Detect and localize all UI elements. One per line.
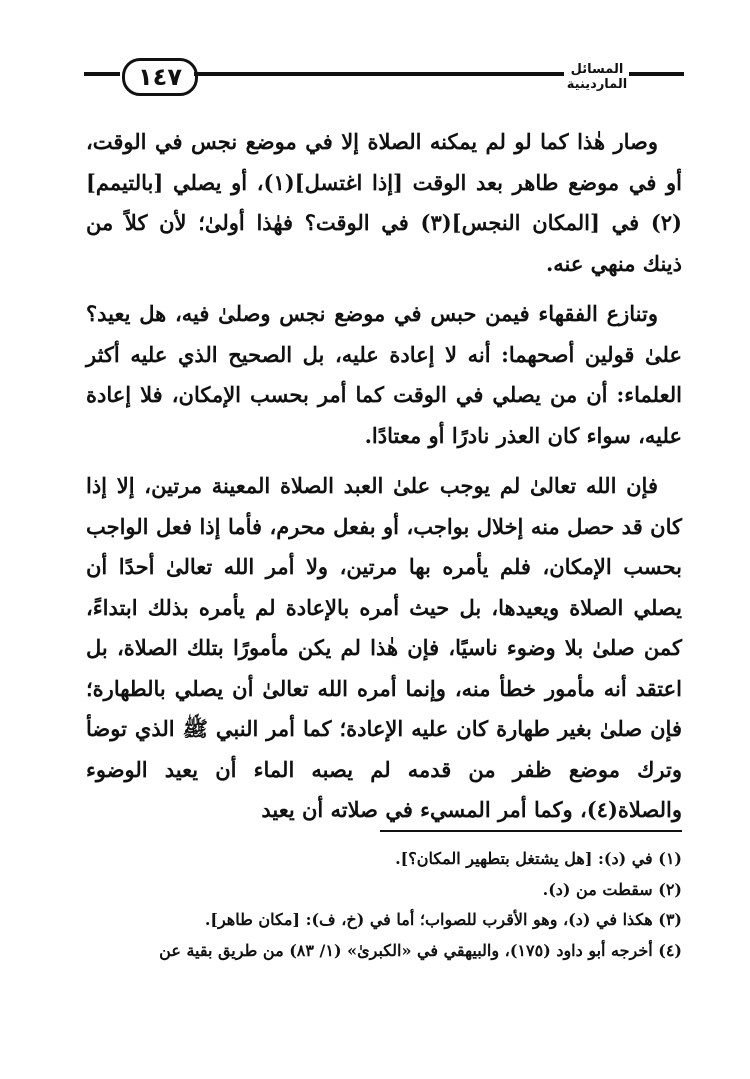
header-rule-left [84, 72, 120, 76]
footnote: (٢) سقطت من (د). [542, 879, 682, 899]
running-head: المسائل الماردينية [566, 62, 628, 92]
paragraph: وصار هٰذا كما لو لم يمكنه الصلاة إلا في موضع نجس في الوقت، أو في موضع طاهر بعد الوقت [إذا اغتسل](١)، أو يصلي [بالتيمم](٢) في [المكان النجس](٣) في الوقت؟ فهٰذا أولىٰ؛ لأن كلاً من ذينك منهي عنه. [86, 129, 682, 276]
footnote: (١) في (د): [هل يشتغل بتطهير المكان؟]. [395, 849, 682, 868]
header-rule-right [629, 72, 684, 76]
paragraph: وتنازع الفقهاء فيمن حبس في موضع نجس وصلىٰ فيه، هل يعيد؟ علىٰ قولين أصحهما: أنه لا إعادة عليه، بل الصحيح الذي عليه أكثر العلماء: أن من يصلي في الوقت كما أمر بحسب الإمكان، فلا إعادة عليه، سواء كان العذر نادرًا أو معتادًا. [86, 301, 682, 448]
footnotes [86, 844, 682, 966]
footnote: (٣) هكذا في (د)، وهو الأقرب للصواب؛ أما في (خ، ف): [مكان طاهر]. [204, 910, 682, 929]
footnote: (٤) أخرجه أبو داود (١٧٥)، والبيهقي في «الكبرىٰ» (١/ ٨٣) من طريق بقية عن [159, 940, 682, 960]
footnote-separator [380, 830, 682, 832]
header-rule-middle [194, 72, 564, 76]
main-text [86, 122, 682, 831]
page-number: ١٤٧ [122, 58, 198, 96]
page-header [84, 58, 684, 98]
paragraph: فإن الله تعالىٰ لم يوجب علىٰ العبد الصلاة المعينة مرتين، إلا إذا كان قد حصل منه إخلال بواجب، أو بفعل محرم، فأما إذا فعل الواجب بحسب الإمكان، فلم يأمره بها مرتين، ولا أمر الله تعالىٰ أحدًا أن يصلي الصلاة ويعيدها، بل حيث أمره بالإعادة لم يأمره بذلك ابتداءً، كمن صلىٰ بلا وضوء ناسيًا، فإن هٰذا لم يكن مأمورًا بتلك الصلاة، بل اعتقد أنه مأمور خطأ منه، وإنما أمره الله تعالىٰ أن يصلي بالطهارة؛ فإن صلىٰ بغير طهارة كان عليه الإعادة؛ كما أمر النبي ﷺ الذي توضأ وترك موضع ظفر من قدمه لم يصبه الماء أن يعيد الوضوء والصلاة(٤)، وكما أمر المسيء في صلاته أن يعيد [86, 473, 682, 822]
